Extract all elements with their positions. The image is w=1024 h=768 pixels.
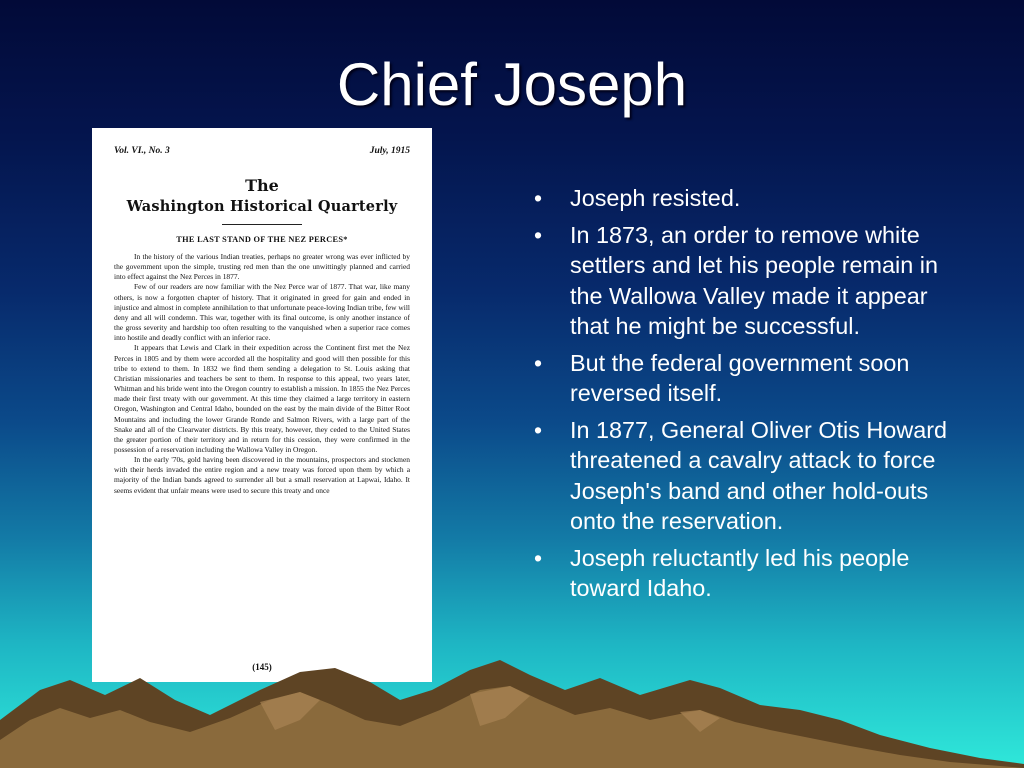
- bullet-marker: •: [534, 544, 543, 571]
- bullet-list: [530, 183, 970, 610]
- document-page-image: [92, 128, 432, 682]
- bullet-text: Joseph resisted.: [570, 185, 741, 211]
- bullet-marker: •: [534, 416, 543, 443]
- bullet-marker: •: [534, 221, 543, 248]
- bullet-item: [530, 543, 970, 604]
- document-volume: Vol. VI., No. 3: [114, 146, 170, 156]
- document-paragraph: In the history of the various Indian treaties, perhaps no greater wrong was ever inflicted by the government upon the simple, trusting red men than the one unwittingly planned and carried into effect against the Nez Perces in 1877.: [114, 252, 410, 282]
- article-title: THE LAST STAND OF THE NEZ PERCES*: [176, 235, 348, 244]
- bullet-text: Joseph reluctantly led his people toward Idaho.: [570, 544, 910, 601]
- journal-title-the: The: [245, 176, 279, 195]
- bullet-text: But the federal government soon reversed itself.: [570, 349, 910, 406]
- bullet-marker: •: [534, 185, 543, 211]
- bullet-item: [530, 220, 970, 342]
- bullet-item: [530, 183, 970, 214]
- document-header: [114, 146, 410, 156]
- document-date: July, 1915: [369, 146, 410, 156]
- bullet-text: In 1877, General Oliver Otis Howard threatened a cavalry attack to force Joseph's band and other hold-outs onto the reservation.: [570, 416, 948, 534]
- journal-title-name: Washington Historical Quarterly: [126, 198, 398, 215]
- document-page-number: (145): [252, 662, 272, 672]
- title-divider: [222, 224, 302, 225]
- slide-title: Chief Joseph: [336, 51, 688, 118]
- bullet-marker: •: [534, 349, 543, 376]
- bullet-text: In 1873, an order to remove white settlers and let his people remain in the Wallowa Valley made it appear that he might be successful.: [570, 221, 938, 339]
- mountain-range-decoration: [0, 660, 1024, 768]
- document-paragraph: Few of our readers are now familiar with the Nez Perce war of 1877. That war, like many others, is now a forgotten chapter of history. That it originated in greed for gain and ended in injustice and almost in complete annihilation to that unfortunate peace-loving Indian tribe, few will deny and all will condemn. This war, together with its final outcome, is only another instance of the gross severity and hardship too often resulting to the vanquished when a superior race comes into hostile and deadly conflict with an inferior race.: [114, 282, 410, 343]
- bullet-item: [530, 415, 970, 537]
- document-paragraph: In the early '70s, gold having been discovered in the mountains, prospectors and stockmen with their herds invaded the entire region and a new treaty was forced upon them by which a majority of the Indian bands agreed to surrender all but a small reservation at Lapwai, Idaho. It seems evident that unfair means were used to secure this treaty and once: [114, 455, 410, 495]
- bullet-item: [530, 348, 970, 409]
- document-paragraph: It appears that Lewis and Clark in their expedition across the Continent first met the Nez Perces in 1805 and by them were accorded all the hospitality and good will then possible for this tribe to extend to them. In 1832 we find them sending a delegation to St. Louis asking that Christian missionaries and teachers be sent to them. In response to this appeal, two years later, Whitman and his bride went into the Oregon country to establish a mission. In 1855 the Nez Perces made their first treaty with our government. At this time they claimed a large territory in eastern Oregon, Washington and Central Idaho, bounded on the east by the main divide of the Bitter Root Mountains and including the lower Grande Ronde and Salmon Rivers, with a large part of the Snake and all of the Clearwater districts. By this treaty, however, they ceded to the United States the greater portion of their territory and in return for this cession, they were confirmed in the possession of a reservation including the Wallowa Valley in Oregon.: [114, 343, 410, 454]
